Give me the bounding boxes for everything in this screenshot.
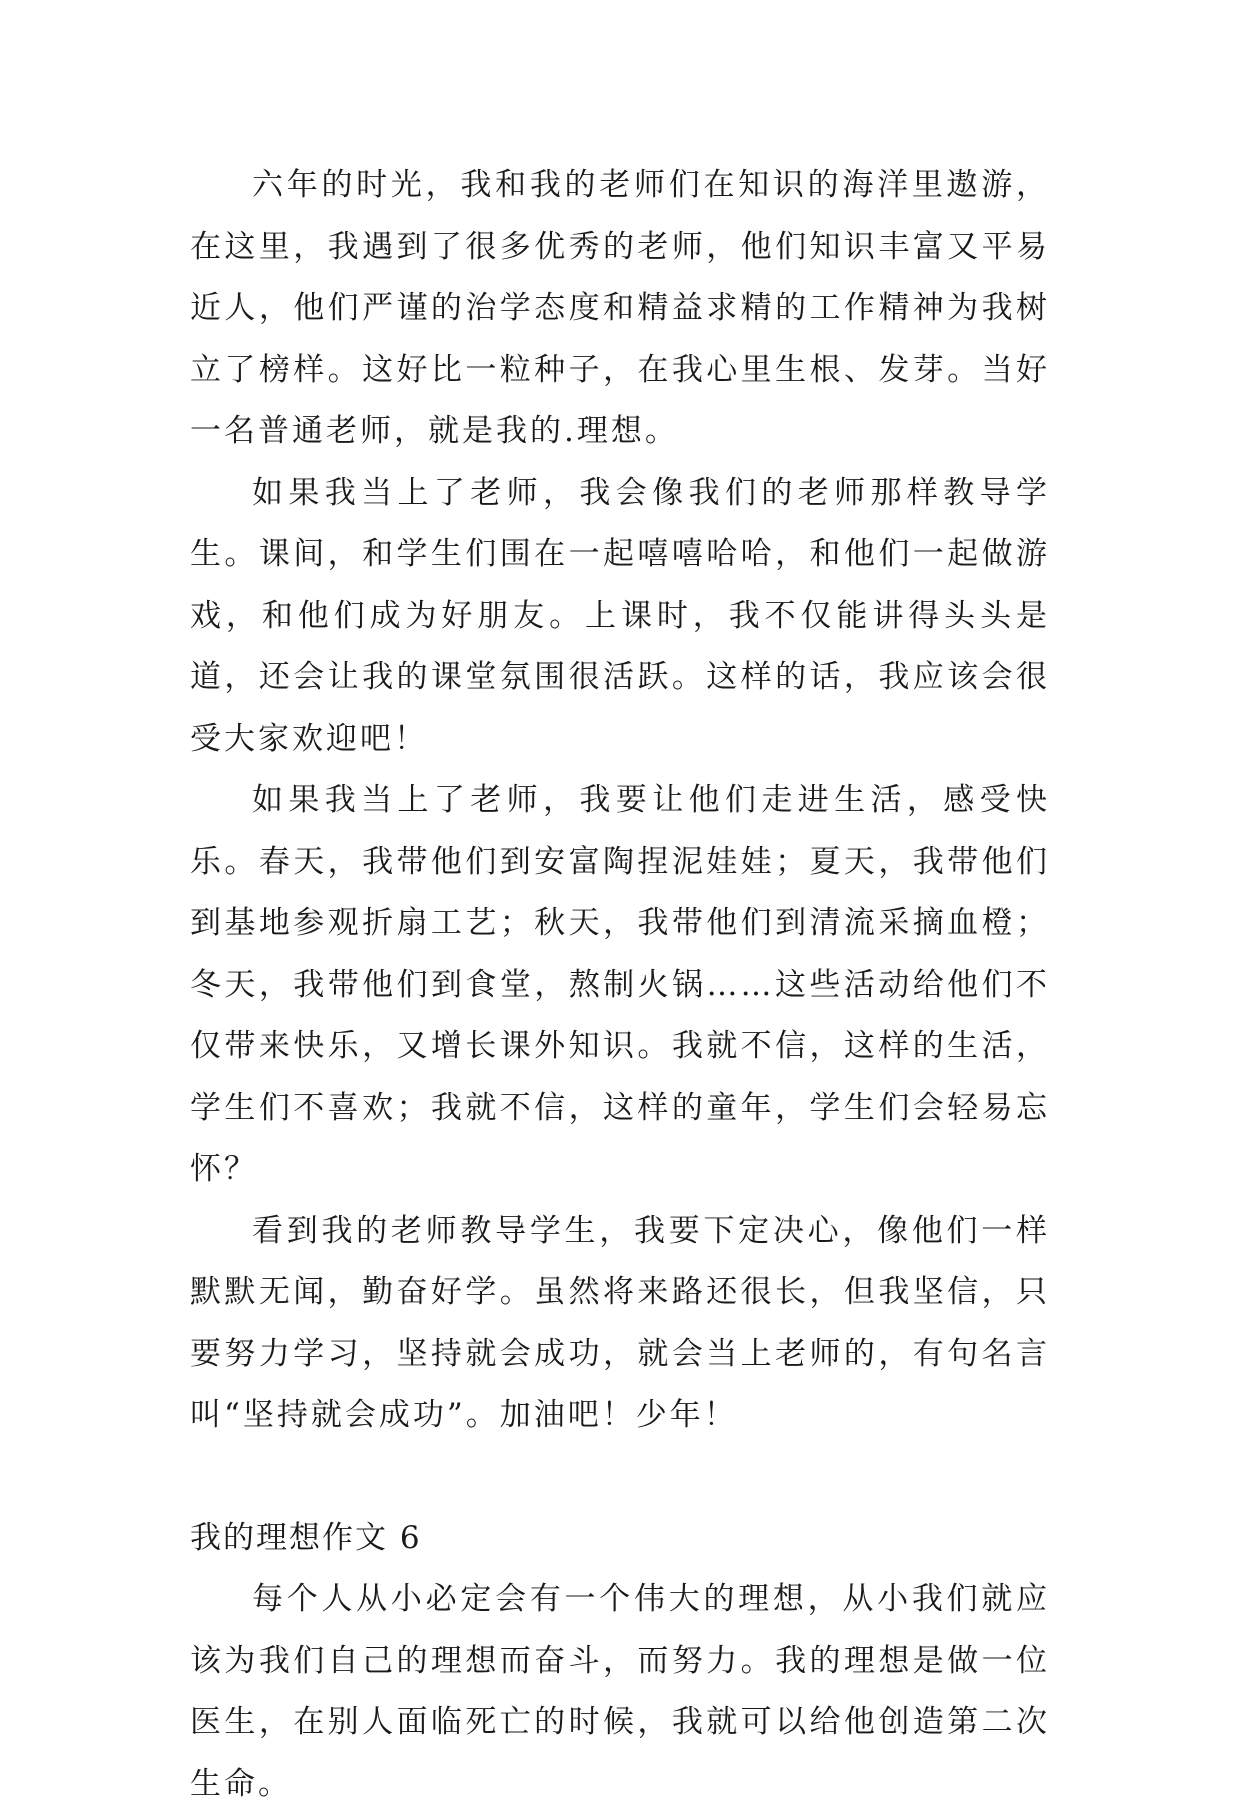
paragraph: 如果我当上了老师，我会像我们的老师那样教导学生。课间，和学生们围在一起嘻嘻哈哈，和他们一起做游戏，和他们成为好朋友。上课时，我不仅能讲得头头是道，还会让我的课堂氛围很活跃。这样的话，我应该会很受大家欢迎吧！ xyxy=(190,474,1050,757)
paragraph: 如果我当上了老师，我要让他们走进生活，感受快乐。春天，我带他们到安富陶捏泥娃娃；夏天，我带他们到基地参观折扇工艺；秋天，我带他们到清流采摘血橙；冬天，我带他们到食堂，熬制火锅……这些活动给他们不仅带来快乐，又增长课外知识。我就不信，这样的生活，学生们不喜欢；我就不信，这样的童年，学生们会轻易忘怀？ xyxy=(190,782,1050,1187)
paragraph: 每个人从小必定会有一个伟大的理想，从小我们就应该为我们自己的理想而奋斗，而努力。我的理想是做一位医生，在别人面临死亡的时候，我就可以给他创造第二次生命。 xyxy=(190,1581,1050,1802)
section-heading: 我的理想作文 6 xyxy=(190,1519,422,1556)
document-body xyxy=(190,155,1050,1815)
paragraph: 六年的时光，我和我的老师们在知识的海洋里遨游，在这里，我遇到了很多优秀的老师，他们知识丰富又平易近人，他们严谨的治学态度和精益求精的工作精神为我树立了榜样。这好比一粒种子，在我心里生根、发芽。当好一名普通老师，就是我的.理想。 xyxy=(190,167,1050,449)
section-spacer xyxy=(190,1447,1050,1508)
paragraph: 看到我的老师教导学生，我要下定决心，像他们一样默默无闻，勤奋好学。虽然将来路还很长，但我坚信，只要努力学习，坚持就会成功，就会当上老师的，有句名言叫“坚持就会成功”。加油吧！少年！ xyxy=(190,1212,1050,1433)
